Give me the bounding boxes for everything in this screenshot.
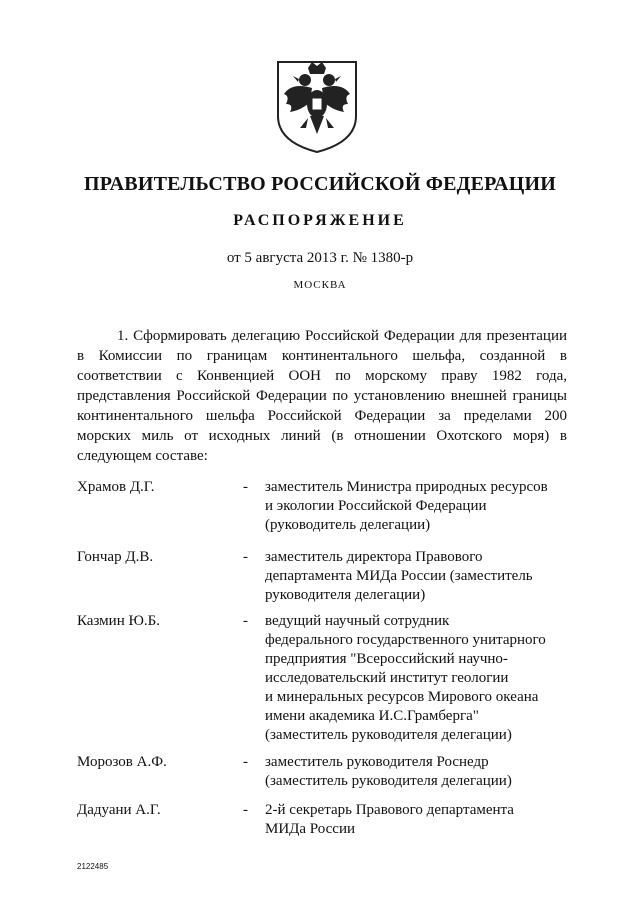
organization-title: ПРАВИТЕЛЬСТВО РОССИЙСКОЙ ФЕДЕРАЦИИ <box>84 173 556 195</box>
delegation-member <box>77 478 577 548</box>
delegation-member <box>77 753 577 801</box>
member-name: Морозов А.Ф. <box>77 754 167 770</box>
city-label: МОСКВА <box>293 279 347 291</box>
date-number-line: от 5 августа 2013 г. № 1380-р <box>226 250 414 266</box>
document-code: 2122485 <box>77 862 109 871</box>
document-type: РАСПОРЯЖЕНИЕ <box>233 212 407 229</box>
member-name: Храмов Д.Г. <box>77 479 155 495</box>
member-dash: - <box>243 754 248 770</box>
member-role: заместитель Министра природных ресурсов и экологии Российской Федерации (руководитель делегации) <box>265 479 548 533</box>
member-role: ведущий научный сотрудник федерального государственного унитарного предприятия "Всероссийский научно- исследовательский институт геологии и минеральных ресурсов Мирового океана имени академика И.С.Грамберга" (заместитель руководителя делегации) <box>265 613 546 743</box>
member-dash: - <box>243 613 248 629</box>
delegation-list <box>77 478 577 841</box>
delegation-member <box>77 612 577 753</box>
member-name: Гончар Д.В. <box>77 549 154 565</box>
order-paragraph: 1. Сформировать делегацию Российской Федерации для презентации в Комиссии по границам континентального шельфа, созданной в соответствии с Конвенцией ООН по морскому праву 1982 года, представления Российской Федерации по установлению внешней границы континентального шельфа Российской Федерации за пределами 200 морских миль от исходных линий (в отношении Охотского моря) в следующем составе: <box>77 328 567 464</box>
member-dash: - <box>243 479 248 495</box>
member-role: 2-й секретарь Правового департамента МИДа России <box>265 802 514 837</box>
member-dash: - <box>243 549 248 565</box>
delegation-member <box>77 801 577 841</box>
member-role: заместитель руководителя Роснедр (заместитель руководителя делегации) <box>265 754 512 789</box>
member-name: Казмин Ю.Б. <box>77 613 161 629</box>
member-dash: - <box>243 802 248 818</box>
member-name: Дадуани А.Г. <box>77 802 161 818</box>
delegation-member <box>77 548 577 612</box>
russian-coat-of-arms-icon <box>272 58 362 154</box>
member-role: заместитель директора Правового департамента МИДа России (заместитель руководителя делегации) <box>265 549 533 603</box>
